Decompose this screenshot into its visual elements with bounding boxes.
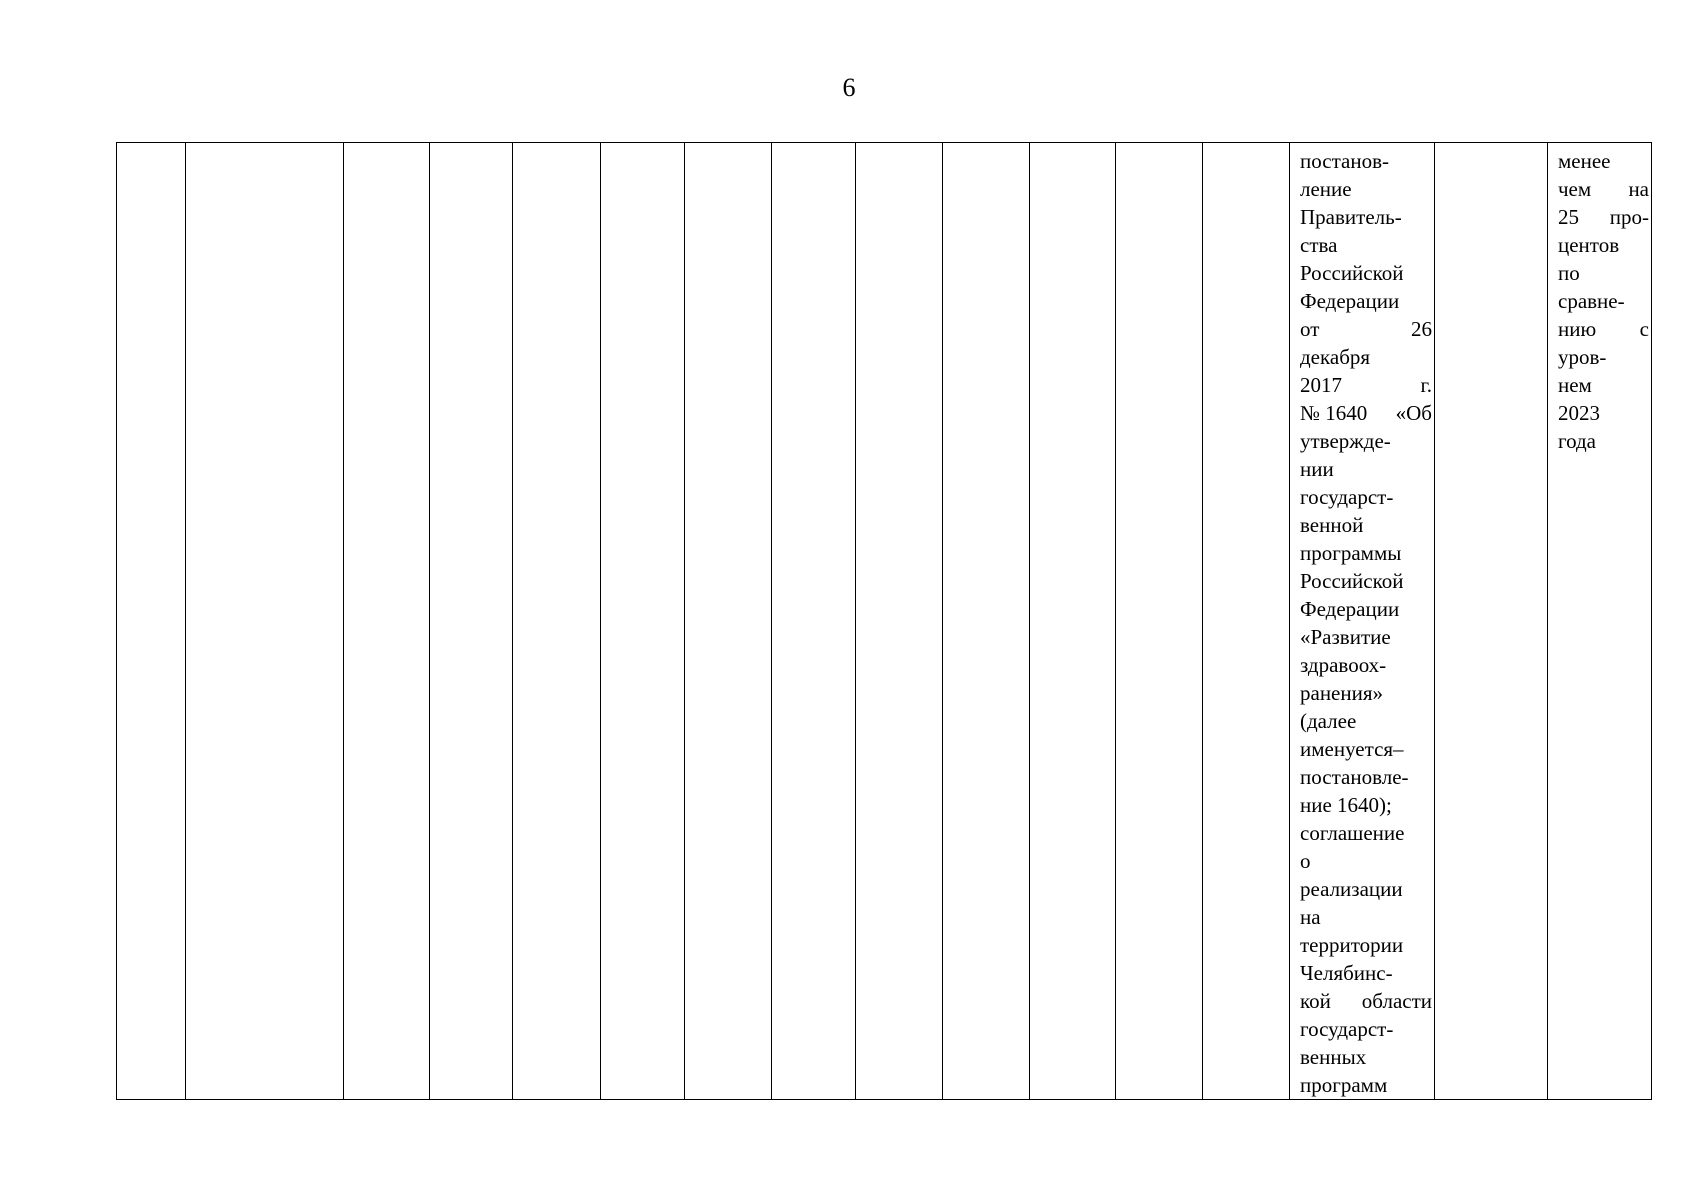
text-word: венной bbox=[1300, 513, 1364, 537]
text-line bbox=[1300, 959, 1432, 987]
text-word: Правитель- bbox=[1300, 205, 1402, 229]
text-line bbox=[1300, 343, 1432, 371]
text-line bbox=[1300, 987, 1432, 1015]
text-word: Российской bbox=[1300, 569, 1404, 593]
text-word: нию bbox=[1558, 317, 1597, 341]
document-table bbox=[116, 142, 1652, 1100]
text-word: 2017 bbox=[1300, 373, 1342, 397]
text-line bbox=[1300, 567, 1432, 595]
text-line bbox=[1300, 483, 1432, 511]
table-cell-8 bbox=[772, 143, 856, 1100]
text-word: чем bbox=[1558, 177, 1592, 201]
page-number: 6 bbox=[842, 73, 856, 102]
text-line bbox=[1300, 903, 1432, 931]
text-line bbox=[1300, 791, 1432, 819]
text-word: области bbox=[1361, 989, 1432, 1013]
text-line bbox=[1300, 539, 1432, 567]
text-line bbox=[1300, 511, 1432, 539]
text-line bbox=[1558, 315, 1649, 343]
text-line bbox=[1300, 259, 1432, 287]
text-word: соглашение bbox=[1300, 821, 1405, 845]
table-cell-5 bbox=[513, 143, 601, 1100]
text-line bbox=[1558, 203, 1649, 231]
table-cell-11 bbox=[1030, 143, 1116, 1100]
text-line bbox=[1558, 231, 1649, 259]
text-word: центов bbox=[1558, 233, 1620, 257]
text-word: венных bbox=[1300, 1045, 1367, 1069]
text-word: ства bbox=[1300, 233, 1338, 257]
text-word: реализации bbox=[1300, 877, 1403, 901]
text-word: программы bbox=[1300, 541, 1402, 565]
text-word: ние 1640); bbox=[1300, 793, 1392, 817]
text-line bbox=[1300, 203, 1432, 231]
text-word: кой bbox=[1300, 989, 1331, 1013]
text-word: здравоох- bbox=[1300, 653, 1387, 677]
text-word: государст- bbox=[1300, 485, 1394, 509]
text-line bbox=[1558, 427, 1649, 455]
table-cell-12 bbox=[1116, 143, 1203, 1100]
table-cell-7 bbox=[685, 143, 772, 1100]
text-line bbox=[1300, 931, 1432, 959]
table-cell-14-legal-basis bbox=[1290, 143, 1435, 1100]
text-line bbox=[1300, 287, 1432, 315]
table-cell-4 bbox=[430, 143, 513, 1100]
text-line bbox=[1300, 1015, 1432, 1043]
text-word: по bbox=[1558, 261, 1580, 285]
text-line bbox=[1300, 399, 1432, 427]
text-line bbox=[1300, 315, 1432, 343]
text-word: менее bbox=[1558, 149, 1611, 173]
text-word: г. bbox=[1420, 373, 1432, 397]
text-line bbox=[1558, 287, 1649, 315]
text-line bbox=[1300, 623, 1432, 651]
text-line bbox=[1300, 679, 1432, 707]
table-cell-9 bbox=[856, 143, 943, 1100]
text-word: «Развитие bbox=[1300, 625, 1391, 649]
text-line bbox=[1558, 343, 1649, 371]
text-word: территории bbox=[1300, 933, 1404, 957]
text-line bbox=[1300, 371, 1432, 399]
legal-basis-text bbox=[1300, 147, 1432, 1099]
text-word: Федерации bbox=[1300, 597, 1400, 621]
text-word: ранения» bbox=[1300, 681, 1384, 705]
text-line bbox=[1300, 651, 1432, 679]
text-line bbox=[1300, 875, 1432, 903]
text-word: декабря bbox=[1300, 345, 1371, 369]
text-line bbox=[1300, 1043, 1432, 1071]
text-line bbox=[1558, 399, 1649, 427]
text-line bbox=[1558, 371, 1649, 399]
text-word: нии bbox=[1300, 457, 1334, 481]
text-word: постановле- bbox=[1300, 765, 1409, 789]
table-cell-13 bbox=[1203, 143, 1290, 1100]
text-word: утвержде- bbox=[1300, 429, 1391, 453]
text-line bbox=[1558, 175, 1649, 203]
target-value-text bbox=[1558, 147, 1649, 455]
text-word: сравне- bbox=[1558, 289, 1625, 313]
text-word: нем bbox=[1558, 373, 1592, 397]
text-word: Федерации bbox=[1300, 289, 1400, 313]
table-cell-15 bbox=[1435, 143, 1548, 1100]
text-word: программ bbox=[1300, 1073, 1388, 1097]
text-word: на bbox=[1300, 905, 1321, 929]
table-cell-1 bbox=[117, 143, 186, 1100]
text-line bbox=[1300, 847, 1432, 875]
text-line bbox=[1300, 1071, 1432, 1099]
text-word: ление bbox=[1300, 177, 1352, 201]
text-word: «Об bbox=[1395, 401, 1432, 425]
table-cell-16-target-value bbox=[1548, 143, 1652, 1100]
table-cell-6 bbox=[601, 143, 685, 1100]
text-line bbox=[1300, 147, 1432, 175]
text-line bbox=[1300, 427, 1432, 455]
text-word: на bbox=[1628, 177, 1649, 201]
text-line bbox=[1300, 231, 1432, 259]
text-word: 26 bbox=[1411, 317, 1432, 341]
text-word: года bbox=[1558, 429, 1596, 453]
text-word: с bbox=[1639, 317, 1649, 341]
text-line bbox=[1300, 763, 1432, 791]
text-word: именуется– bbox=[1300, 737, 1404, 761]
text-word: государст- bbox=[1300, 1017, 1394, 1041]
text-line bbox=[1300, 175, 1432, 203]
text-word: Челябинс- bbox=[1300, 961, 1393, 985]
table-cell-2 bbox=[186, 143, 344, 1100]
text-word: о bbox=[1300, 849, 1311, 873]
text-word: 25 bbox=[1558, 205, 1579, 229]
text-word: Российской bbox=[1300, 261, 1404, 285]
text-word: от bbox=[1300, 317, 1320, 341]
text-word: (далее bbox=[1300, 709, 1357, 733]
text-word: уров- bbox=[1558, 345, 1607, 369]
table-cell-3 bbox=[344, 143, 430, 1100]
text-word: про- bbox=[1609, 205, 1649, 229]
text-word: постанов- bbox=[1300, 149, 1389, 173]
text-word: 2023 bbox=[1558, 401, 1600, 425]
text-line bbox=[1300, 595, 1432, 623]
text-line bbox=[1300, 735, 1432, 763]
text-line bbox=[1300, 819, 1432, 847]
text-word: № 1640 bbox=[1300, 401, 1368, 425]
table-row bbox=[117, 143, 1652, 1100]
text-line bbox=[1300, 455, 1432, 483]
text-line bbox=[1558, 259, 1649, 287]
text-line bbox=[1558, 147, 1649, 175]
table-cell-10 bbox=[943, 143, 1030, 1100]
text-line bbox=[1300, 707, 1432, 735]
